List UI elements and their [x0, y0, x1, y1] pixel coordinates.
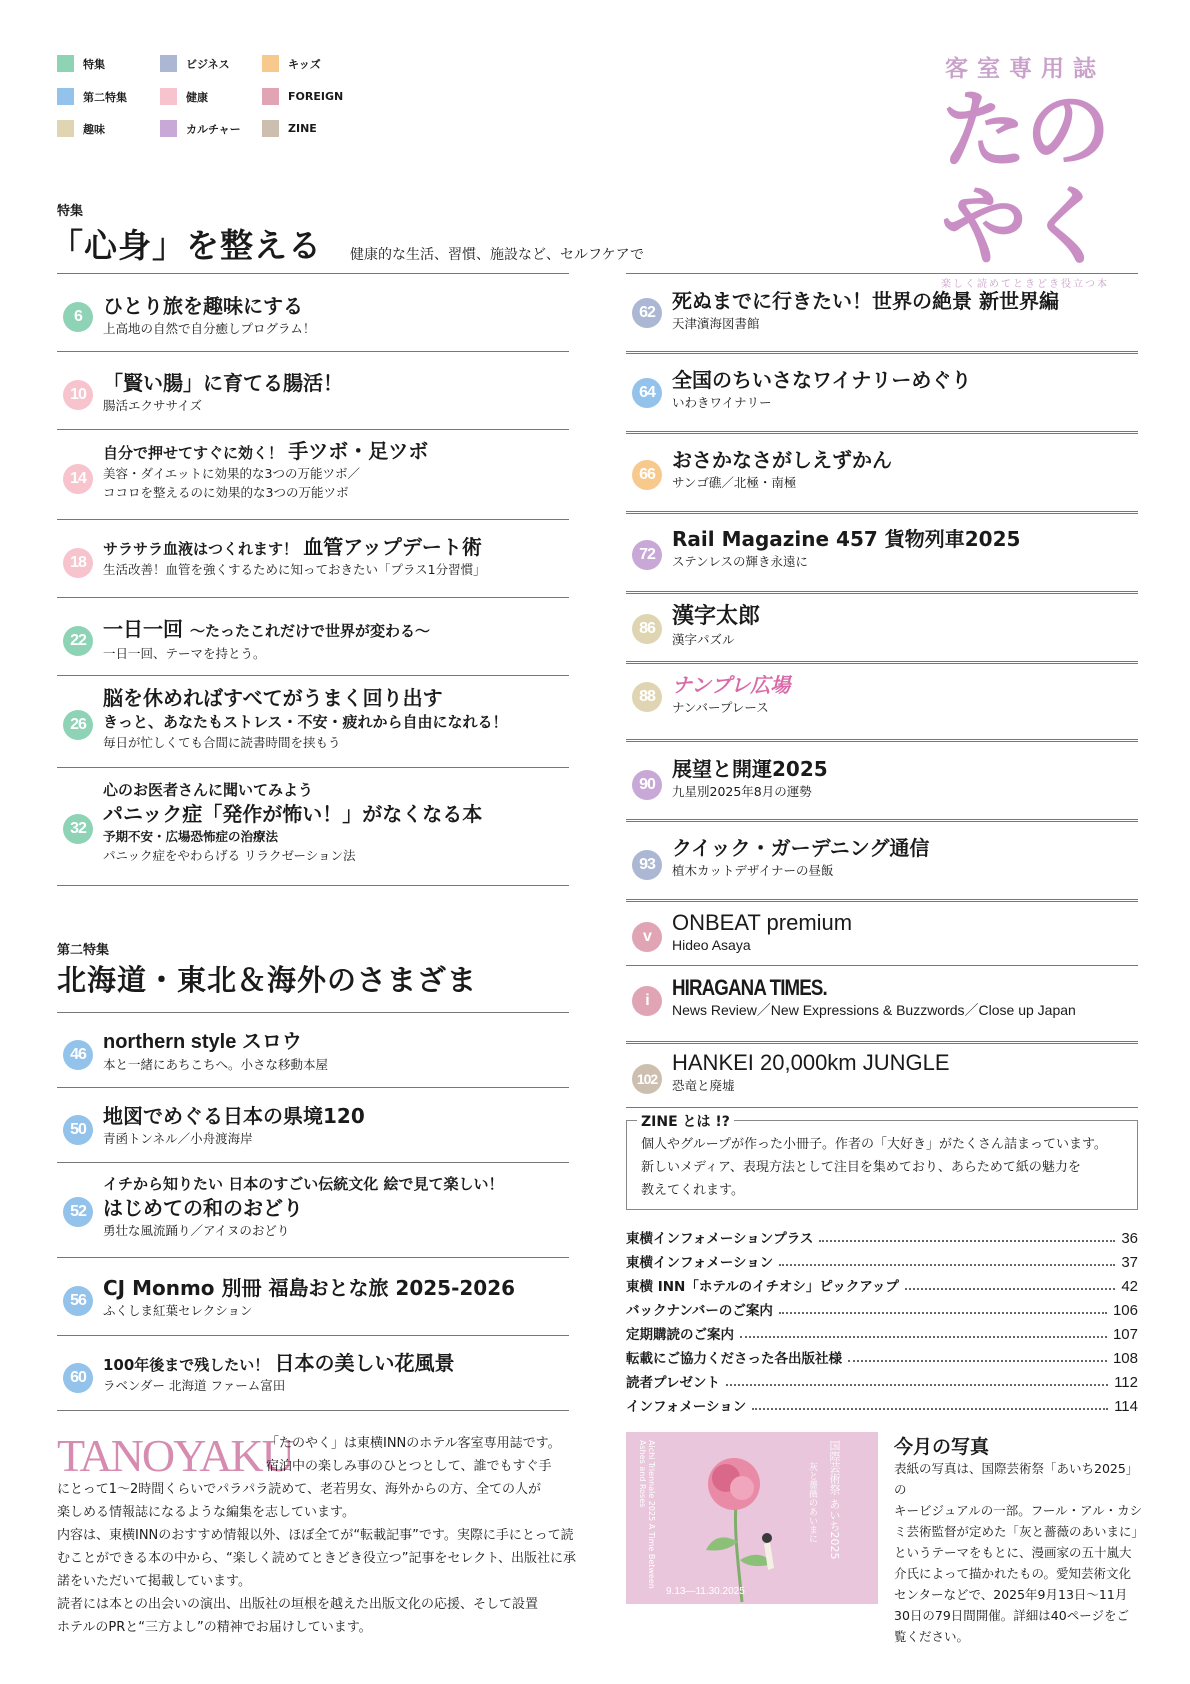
entry-subtitle: いわきワイナリー	[672, 395, 772, 410]
page-number-badge: i	[632, 986, 662, 1016]
legend-item-hobby: 趣味	[57, 120, 105, 137]
toc-entry[interactable]	[57, 351, 569, 430]
toc-entry[interactable]	[57, 1012, 569, 1088]
leader-dots	[848, 1360, 1107, 1362]
brand-logo: たのやく	[941, 80, 1109, 277]
page-number-badge: 14	[63, 464, 93, 494]
entry-title: クイック・ガーデニング通信	[672, 836, 930, 860]
festival-dates: 9.13—11.30.2025	[666, 1586, 745, 1597]
about-line: 宿泊中の楽しみ事のひとつとして、誰でもすぐ手	[266, 1459, 552, 1474]
zine-title: ZINE とは !?	[637, 1111, 734, 1131]
toc-page: 36	[1121, 1230, 1138, 1247]
legend-item-culture: カルチャー	[160, 120, 241, 137]
zine-text-line: 教えてくれます。	[641, 1183, 744, 1198]
cover-photo	[626, 1432, 878, 1604]
entry-title: 一日一回	[103, 617, 183, 641]
toc-entry[interactable]	[57, 273, 569, 352]
feature-subtitle: 健康的な生活、習慣、施設など、セルフケアで	[350, 247, 644, 263]
toc-row[interactable]	[626, 1369, 1138, 1391]
zine-text-line: 個人やグループが作った小冊子。作者の「大好き」がたくさん詰まっています。	[641, 1137, 1107, 1152]
entry-subtitle: News Review／New Expressions & Buzzwords／Close up Japan	[672, 1002, 1076, 1018]
entry-title: HANKEI 20,000km JUNGLE	[672, 1050, 950, 1075]
legend-swatch	[262, 55, 279, 72]
about-intro	[266, 1432, 576, 1478]
page-number-badge: 18	[63, 548, 93, 578]
second-feature-title: 北海道・東北＆海外のさまざま	[57, 963, 478, 997]
entry-subtitle: パニック症をやわらげる リラクゼーション法	[103, 848, 356, 863]
page-number-badge: 88	[632, 682, 662, 712]
leader-dots	[740, 1336, 1107, 1338]
entry-title: 「賢い腸」に育てる腸活！	[103, 371, 343, 395]
entry-subtitle: 生活改善！血管を強くするために知っておきたい「プラス1分習慣」	[103, 562, 486, 577]
toc-page: 106	[1112, 1302, 1138, 1319]
page-number-badge: 26	[63, 710, 93, 740]
second-feature-label: 第二特集	[57, 943, 110, 958]
entry-title: CJ Monmo 別冊 福島おとな旅 2025-2026	[103, 1276, 516, 1300]
entry-subtitle: ナンバープレース	[672, 700, 769, 715]
entry-lead: イチから知りたい 日本のすごい伝統文化 絵で見て楽しい！	[103, 1175, 504, 1193]
tanoyaku-logo: TANOYAKU	[57, 1430, 293, 1481]
legend-item-second-feature: 第二特集	[57, 88, 127, 105]
brand-subtitle: 客室専用誌	[945, 56, 1105, 82]
page-number-badge: 60	[63, 1363, 93, 1393]
about-body	[57, 1478, 577, 1639]
about-line: 内容は、東横INNのおすすめ情報以外、ほぼ全てが“転載記事”です。実際に手にとって読	[57, 1528, 574, 1543]
english-vertical-text: Aichi Triennale 2025 A Time Between Ashes and Roses	[638, 1440, 656, 1589]
entry-subtitle: 植木カットデザイナーの昼飯	[672, 863, 834, 878]
page-number-badge: 72	[632, 540, 662, 570]
toc-entry[interactable]	[626, 1041, 1138, 1110]
legend-swatch	[57, 88, 74, 105]
entry-subtitle: ココロを整えるのに効果的な3つの万能ツボ	[103, 485, 349, 500]
about-line: むことができる本の中から、“楽しく読めてときどき役立つ”記事をセレクト、出版社に承	[57, 1551, 577, 1566]
toc-entry[interactable]	[57, 597, 569, 676]
page-number-badge: 52	[63, 1197, 93, 1227]
brand-tagline: 楽しく読めてときどき役立つ本	[941, 279, 1109, 290]
divider	[57, 1410, 569, 1411]
toc-row[interactable]	[626, 1297, 1138, 1319]
feature-label: 特集	[57, 204, 84, 219]
leader-dots	[726, 1384, 1108, 1386]
leader-dots	[752, 1408, 1108, 1410]
page-number-badge: 56	[63, 1286, 93, 1316]
entry-subtitle: ラベンダー 北海道 ファーム富田	[103, 1378, 286, 1393]
page-number-badge: 6	[63, 302, 93, 332]
feature-title: 「心身」を整える	[50, 226, 322, 265]
toc-label: 転載にご協力くださった各出版社様	[626, 1351, 842, 1367]
page-number-badge: 66	[632, 460, 662, 490]
entry-subtitle: 漢字パズル	[672, 632, 735, 647]
entry-lead: 100年後まで残したい！	[103, 1356, 270, 1374]
legend-swatch	[160, 88, 177, 105]
page-number-badge: 93	[632, 850, 662, 880]
toc-label: 東横 INN「ホテルのイチオシ」ピックアップ	[626, 1279, 899, 1295]
entry-title: Rail Magazine 457 貨物列車2025	[672, 527, 1021, 551]
page-number-badge: 86	[632, 614, 662, 644]
legend-item-zine: ZINE	[262, 120, 317, 137]
divider	[57, 885, 569, 886]
toc-label: バックナンバーのご案内	[626, 1303, 773, 1319]
page-number-badge: 32	[63, 814, 93, 844]
toc-page: 112	[1114, 1374, 1138, 1391]
about-line: 楽しめる情報誌になるような編集を志しています。	[57, 1505, 355, 1520]
entry-subtitle: 毎日が忙しくても合間に読書時間を挟もう	[103, 735, 341, 750]
photo-desc-line: というテーマをもとに、漫画家の五十嵐大	[894, 1545, 1132, 1560]
entry-title: 脳を休めればすべてがうまく回り出す	[103, 686, 443, 710]
toc-entry[interactable]	[57, 1335, 569, 1411]
entry-title: 地図でめぐる日本の県境120	[103, 1104, 365, 1128]
entry-subtitle: 本と一緒にあちこちへ。小さな移動本屋	[103, 1057, 329, 1072]
toc-entry[interactable]	[626, 661, 1138, 742]
entry-subtitle: 腸活エクササイズ	[103, 398, 203, 413]
divider	[626, 1107, 1138, 1108]
entry-title: 全国のちいさなワイナリーめぐり	[672, 368, 972, 392]
entry-title: ONBEAT premium	[672, 910, 853, 935]
entry-title: パニック症「発作が怖い！」がなくなる本	[103, 802, 483, 826]
leader-dots	[779, 1264, 1115, 1266]
photo-desc-line: ミ芸術監督が定めた「灰と薔薇のあいまに」	[894, 1524, 1145, 1539]
festival-vertical-text: 国際芸術祭 あいち2025	[828, 1440, 841, 1560]
page-number-badge: 50	[63, 1115, 93, 1145]
toc-entry[interactable]	[626, 351, 1138, 434]
toc-entry[interactable]	[57, 1162, 569, 1258]
page-number-badge: 90	[632, 770, 662, 800]
legend-swatch	[262, 88, 279, 105]
toc-entry[interactable]	[626, 273, 1138, 352]
toc-entry[interactable]	[57, 429, 569, 520]
about-line: にとって1～2時間くらいでパラパラ読めて、老若男女、海外からの方、全ての人が	[57, 1482, 542, 1497]
toc-entry[interactable]	[57, 1257, 569, 1336]
photo-info-title: 今月の写真	[894, 1436, 990, 1458]
entry-subtitle: 美容・ダイエットに効果的な3つの万能ツボ／	[103, 466, 360, 481]
entry-subtitle: 天津濱海図書館	[672, 316, 760, 331]
zine-explanation-box	[626, 1114, 1138, 1210]
legend-swatch	[262, 120, 279, 137]
entry-subtitle: 上高地の自然で自分癒しプログラム！	[103, 321, 316, 336]
entry-title: 漢字太郎	[672, 604, 761, 629]
toc-label: 東横インフォメーション	[626, 1255, 774, 1271]
about-line: 諾をいただいて掲載しています。	[57, 1574, 251, 1589]
about-line: 読者には本との出会いの演出、出版社の垣根を越えた出版文化の応援、そして設置	[57, 1597, 539, 1612]
photo-desc-line: 介氏によって描かれたもの。愛知芸術文化	[894, 1566, 1132, 1581]
toc-row[interactable]	[626, 1273, 1138, 1295]
photo-desc-line: キービジュアルの一部。フール・アル・カシ	[894, 1503, 1143, 1518]
entry-title: ナンプレ広場	[672, 673, 791, 697]
legend-swatch	[57, 55, 74, 72]
toc-row[interactable]	[626, 1225, 1138, 1247]
entry-subtitle: 予期不安・広場恐怖症の治療法	[103, 829, 279, 844]
entry-lead: サラサラ血液はつくれます！	[103, 540, 299, 558]
legend-swatch	[160, 55, 177, 72]
toc-entry[interactable]	[57, 675, 569, 768]
toc-entry[interactable]	[57, 767, 569, 886]
entry-subtitle: 青函トンネル／小舟渡海岸	[103, 1131, 253, 1146]
page-number-badge: 62	[632, 298, 662, 328]
entry-subtitle: 恐竜と廃墟	[672, 1078, 735, 1093]
theme-vertical-text: 灰と薔薇のあいまに	[807, 1462, 817, 1543]
entry-title: ひとり旅を趣味にする	[103, 294, 303, 318]
entry-subtitle: 勇壮な風流踊り／アイヌのおどり	[103, 1223, 290, 1238]
toc-label: 読者プレゼント	[626, 1375, 720, 1391]
about-line: ホテルのPRと“三方よし”の精神でお届けしています。	[57, 1620, 372, 1635]
legend-item-business: ビジネス	[160, 55, 230, 72]
entry-subtitle: 九星別2025年8月の運勢	[672, 784, 812, 799]
photo-desc-line: センターなどで、2025年9月13日～11月	[894, 1587, 1128, 1602]
toc-label: 東横インフォメーションプラス	[626, 1231, 814, 1247]
page-number-badge: 10	[63, 380, 93, 410]
entry-title-suffix: ～たったこれだけで世界が変わる～	[189, 622, 430, 640]
category-legend	[57, 55, 357, 145]
entry-subtitle: ステンレスの輝き永遠に	[672, 554, 808, 569]
toc-entry[interactable]	[57, 1087, 569, 1163]
photo-desc-line: 表紙の写真は、国際芸術祭「あいち2025」の	[894, 1461, 1139, 1497]
entry-title: northern style スロウ	[103, 1031, 302, 1053]
entry-title: 展望と開運2025	[672, 757, 828, 781]
photo-desc-line: 30日の79日間開催。詳細は40ページをご	[894, 1608, 1129, 1623]
toc-label: 定期購読のご案内	[626, 1327, 734, 1343]
entry-title: 死ぬまでに行きたい！世界の絶景 新世界編	[672, 289, 1059, 313]
leader-dots	[905, 1288, 1115, 1290]
toc-entry[interactable]	[626, 739, 1138, 822]
entry-bold-line: きっと、あなたもストレス・不安・疲れから自由になれる！	[103, 713, 508, 731]
entry-title: はじめての和のおどり	[103, 1196, 303, 1220]
toc-page: 107	[1112, 1326, 1138, 1343]
toc-entry[interactable]	[626, 899, 1138, 968]
entry-subtitle: ふくしま紅葉セレクション	[103, 1303, 253, 1318]
toc-entry[interactable]	[626, 431, 1138, 514]
entry-lead: 心のお医者さんに聞いてみよう	[103, 781, 314, 799]
leader-dots	[819, 1240, 1115, 1242]
page-number-badge: v	[632, 922, 662, 952]
toc-entry[interactable]	[626, 965, 1138, 1042]
magazine-brand	[900, 50, 1150, 290]
entry-lead: 自分で押せてすぐに効く！	[103, 444, 284, 462]
page-number-badge: 102	[632, 1064, 662, 1094]
entry-title: 血管アップデート術	[303, 535, 482, 559]
entry-subtitle: 一日一回、テーマを持とう。	[103, 646, 266, 661]
toc-row[interactable]	[626, 1345, 1138, 1367]
legend-swatch	[160, 120, 177, 137]
entry-title: 日本の美しい花風景	[274, 1351, 455, 1375]
photo-info-description	[894, 1458, 1144, 1647]
page-number-badge: 64	[632, 378, 662, 408]
legend-item-feature: 特集	[57, 55, 105, 72]
toc-entry[interactable]	[57, 519, 569, 598]
toc-page: 114	[1114, 1398, 1138, 1415]
legend-item-health: 健康	[160, 88, 208, 105]
entry-title: HIRAGANA TIMES.	[672, 975, 827, 1000]
page-number-badge: 22	[63, 626, 93, 656]
entry-title: 手ツボ・足ツボ	[288, 439, 429, 463]
toc-entry[interactable]	[626, 591, 1138, 664]
legend-swatch	[57, 120, 74, 137]
entry-title: おさかなさがしえずかん	[672, 448, 892, 472]
toc-page: 108	[1112, 1350, 1138, 1367]
toc-page: 42	[1121, 1278, 1138, 1295]
entry-subtitle: Hideo Asaya	[672, 937, 751, 953]
legend-item-foreign: FOREIGN	[262, 88, 343, 105]
photo-desc-line: 覧ください。	[894, 1629, 970, 1644]
toc-row[interactable]	[626, 1249, 1138, 1271]
zine-text-line: 新しいメディア、表現方法として注目を集めており、あらためて紙の魅力を	[641, 1160, 1081, 1175]
toc-label: インフォメーション	[626, 1399, 747, 1415]
toc-entry[interactable]	[626, 511, 1138, 594]
legend-item-kids: キッズ	[262, 55, 321, 72]
toc-entry[interactable]	[626, 819, 1138, 902]
entry-subtitle: サンゴ礁／北極・南極	[672, 475, 797, 490]
toc-page: 37	[1121, 1254, 1138, 1271]
about-line: 「たのやく」は東横INNのホテル客室専用誌です。	[266, 1436, 561, 1451]
leader-dots	[779, 1312, 1107, 1314]
toc-row[interactable]	[626, 1321, 1138, 1343]
page-number-badge: 46	[63, 1040, 93, 1070]
toc-row[interactable]	[626, 1393, 1138, 1415]
